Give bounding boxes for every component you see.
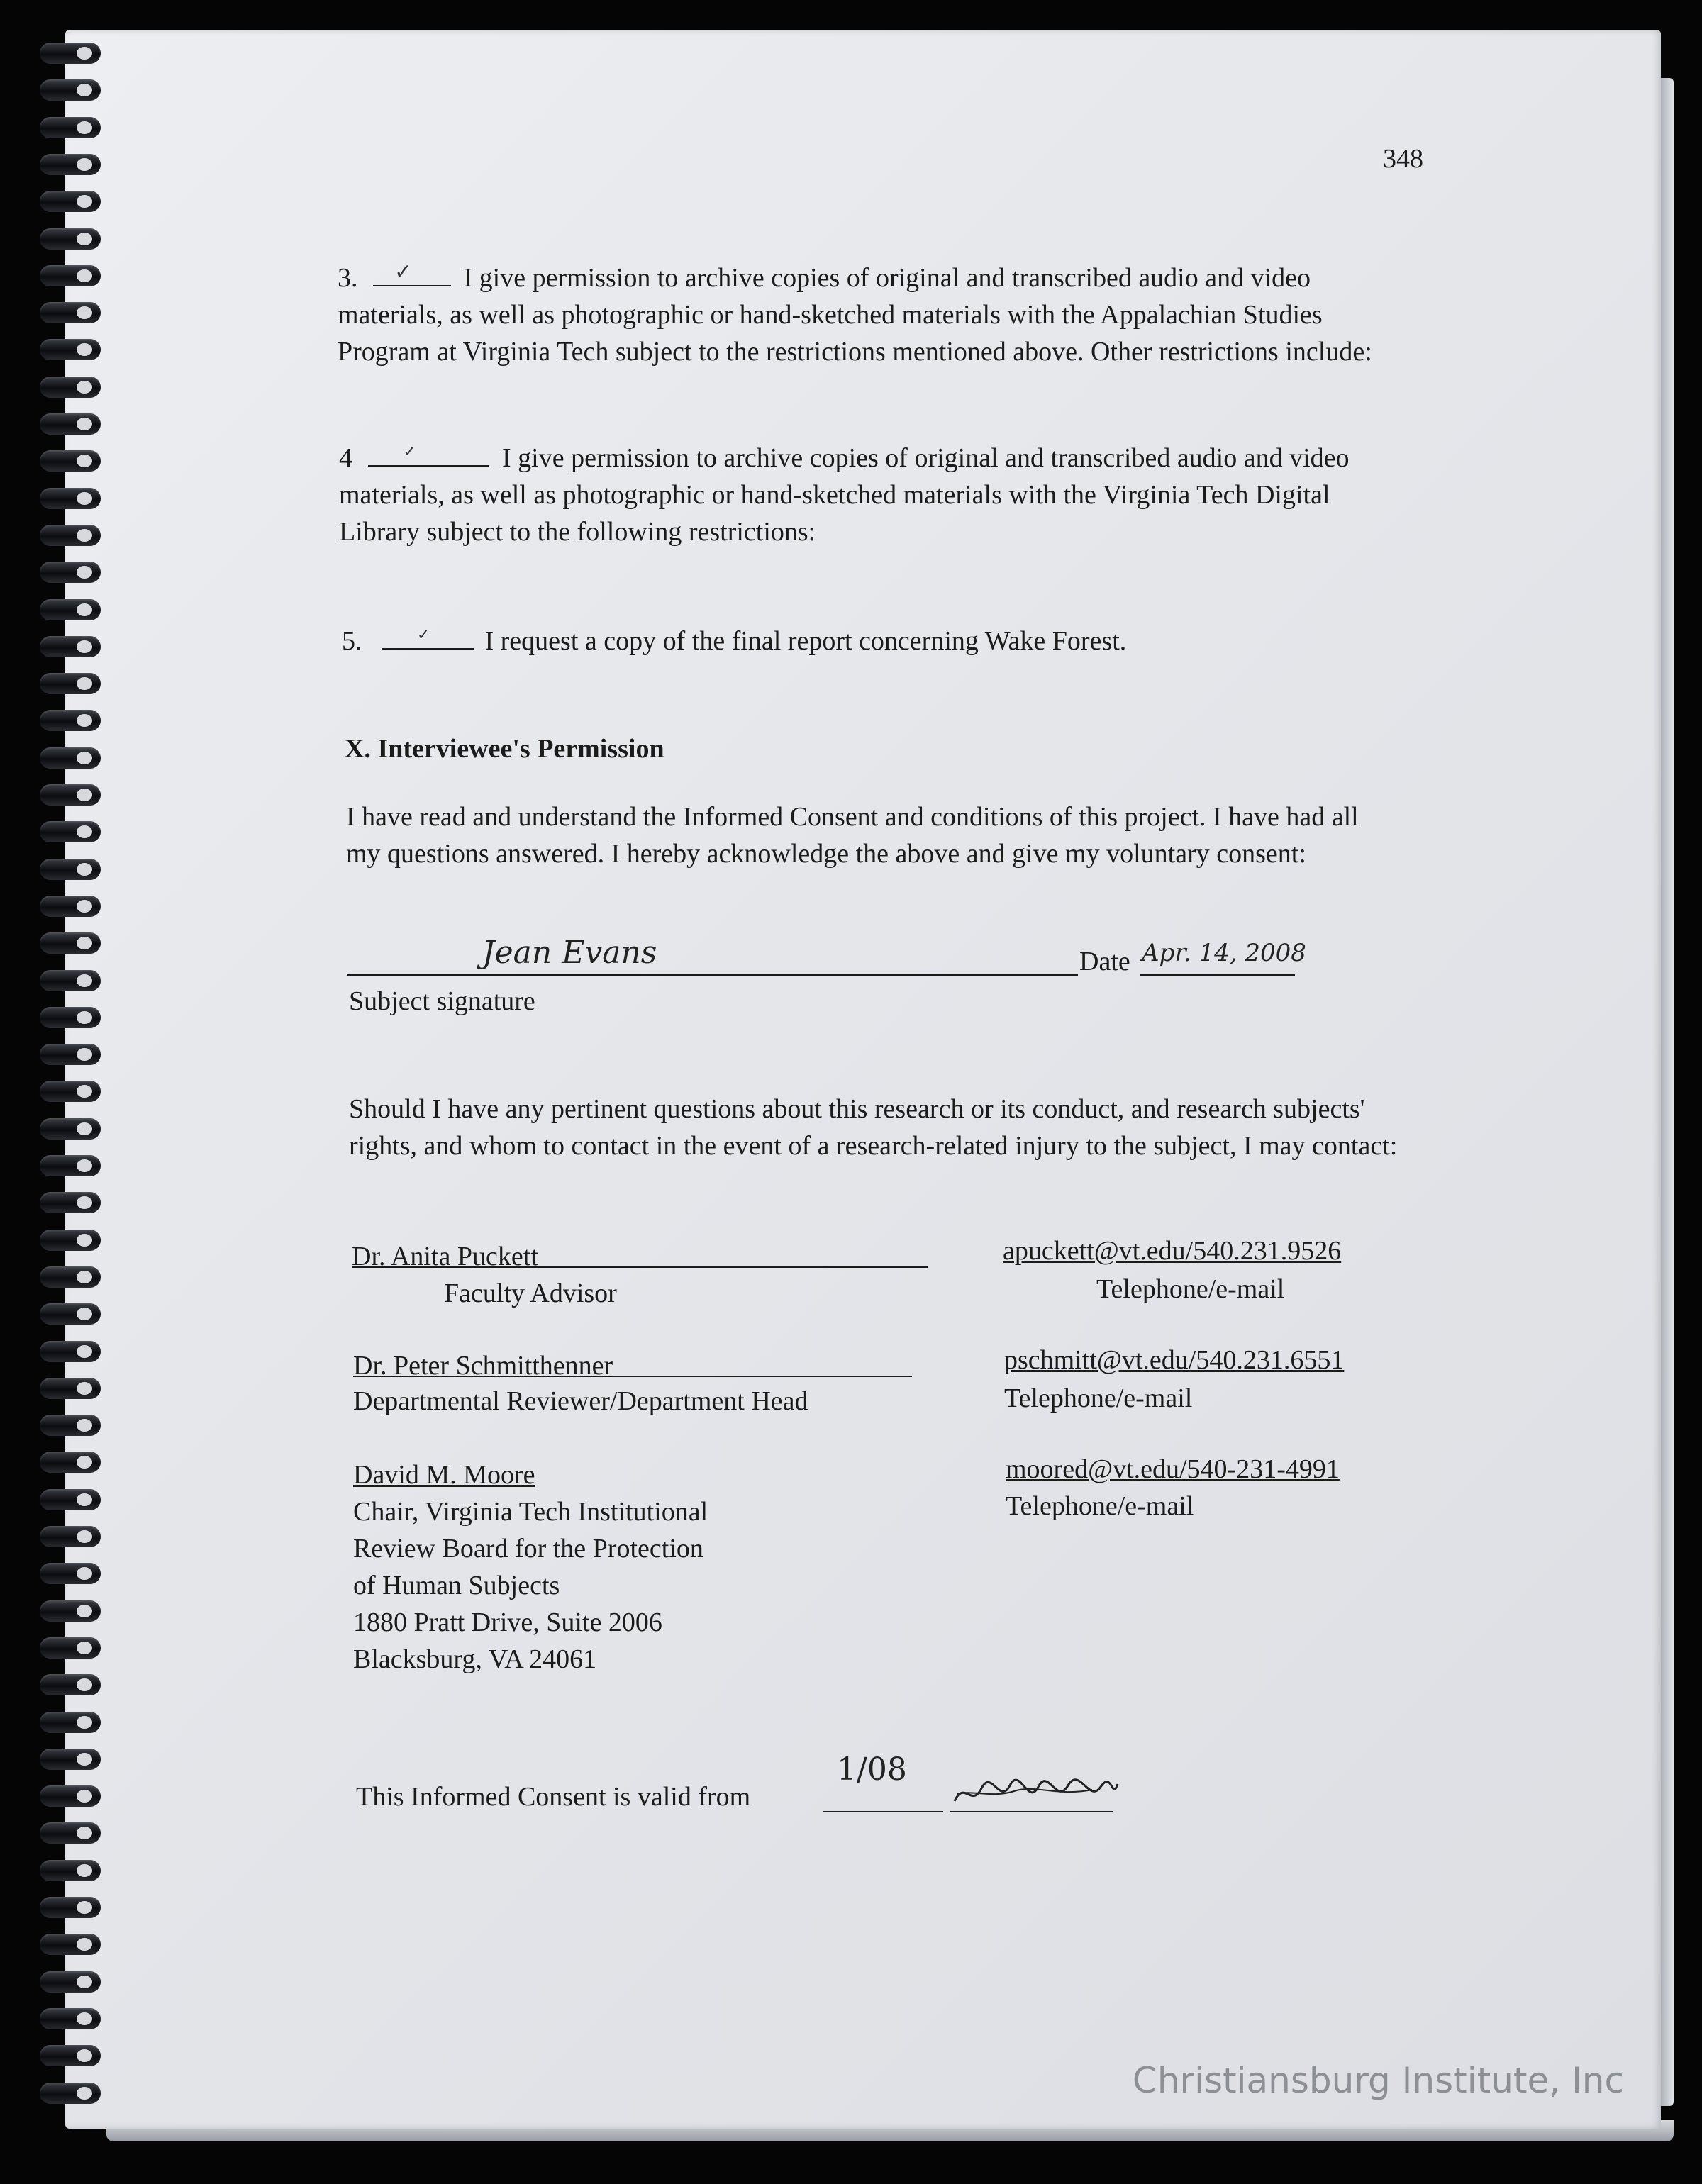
binding-ring — [40, 2083, 101, 2104]
binding-ring — [40, 1378, 101, 1399]
binding-ring — [40, 1044, 101, 1065]
signature-caption: Subject signature — [349, 986, 535, 1016]
contact-2-name: Dr. Peter Schmitthenner — [353, 1351, 613, 1381]
binding-ring — [40, 1303, 101, 1325]
validity-text: This Informed Consent is valid from — [356, 1782, 751, 1812]
contact-2-info: pschmitt@vt.edu/540.231.6551 — [1004, 1345, 1345, 1375]
date-line — [1140, 974, 1295, 976]
contact-1-role: Faculty Advisor — [444, 1278, 617, 1308]
section-body-line-1: I have read and understand the Informed Consent and conditions of this project. I have had all — [346, 802, 1359, 832]
date-handwriting: Apr. 14, 2008 — [1142, 939, 1306, 967]
binding-ring — [40, 339, 101, 360]
binding-ring — [40, 1081, 101, 1102]
binding-ring — [40, 1452, 101, 1473]
binding-ring — [40, 1822, 101, 1844]
validity-from-line — [823, 1811, 943, 1812]
item-5-checkmark: ✓ — [417, 626, 430, 644]
binding-ring — [40, 1526, 101, 1547]
binding-ring — [40, 1489, 101, 1510]
binding-ring — [40, 1155, 101, 1176]
item-3-number: 3. — [338, 263, 358, 293]
contact-2-role: Departmental Reviewer/Department Head — [353, 1386, 808, 1416]
item-3 — [338, 260, 1311, 296]
item-5-text: I request a copy of the final report concerning Wake Forest. — [484, 626, 1127, 656]
contact-1-info-label: Telephone/e-mail — [1096, 1274, 1285, 1304]
binding-ring — [40, 413, 101, 435]
signature-line — [347, 974, 1078, 976]
binding-ring — [40, 710, 101, 731]
contact-3-role-line-5: Blacksburg, VA 24061 — [353, 1644, 597, 1674]
binding-ring — [40, 265, 101, 286]
binding-ring — [40, 1785, 101, 1807]
binding-ring — [40, 1712, 101, 1733]
binding-ring — [40, 1118, 101, 1140]
binding-ring — [40, 1934, 101, 1955]
binding-ring — [40, 154, 101, 175]
binding-ring — [40, 599, 101, 620]
binding-ring — [40, 1749, 101, 1770]
contact-1-name-line — [352, 1266, 928, 1268]
contact-3-role-line-4: 1880 Pratt Drive, Suite 2006 — [353, 1608, 662, 1637]
contact-3-name: David M. Moore — [353, 1460, 535, 1490]
binding-ring — [40, 1860, 101, 1881]
item-4-line-3: Library subject to the following restrictions: — [339, 517, 816, 547]
item-3-blank — [373, 260, 451, 286]
binding-ring — [40, 1600, 101, 1622]
binding-ring — [40, 1266, 101, 1288]
section-heading: X. Interviewee's Permission — [345, 734, 664, 764]
item-4-line-1: I give permission to archive copies of original and transcribed audio and video — [502, 443, 1350, 473]
item-3-line-3: Program at Virginia Tech subject to the restrictions mentioned above. Other restrictions include: — [338, 337, 1372, 367]
page-number: 348 — [1383, 144, 1423, 174]
binding-ring — [40, 636, 101, 657]
signature-handwriting: Jean Evans — [482, 935, 657, 971]
binding-ring — [40, 1007, 101, 1028]
binding-ring — [40, 302, 101, 323]
section-body-line-2: my questions answered. I hereby acknowledge the above and give my voluntary consent: — [346, 839, 1306, 869]
binding-ring — [40, 450, 101, 472]
contact-2-name-line — [353, 1376, 912, 1377]
watermark: Christiansburg Institute, Inc — [1132, 2060, 1624, 2101]
contact-3-role-line-1: Chair, Virginia Tech Institutional — [353, 1497, 708, 1527]
contact-2-info-label: Telephone/e-mail — [1004, 1383, 1193, 1413]
binding-ring — [40, 1230, 101, 1251]
binding-ring — [40, 821, 101, 842]
item-5 — [342, 623, 1126, 659]
binding-ring — [40, 1674, 101, 1695]
binding-ring — [40, 784, 101, 806]
item-5-blank — [382, 627, 474, 650]
binding-ring — [40, 1971, 101, 1993]
binding-ring — [40, 43, 101, 64]
binding-ring — [40, 673, 101, 694]
validity-to-line — [950, 1811, 1113, 1812]
contact-3-role-line-2: Review Board for the Protection — [353, 1534, 703, 1564]
item-3-line-2: materials, as well as photographic or hand-sketched materials with the Appalachian Studies — [338, 300, 1323, 330]
item-5-number: 5. — [342, 626, 362, 656]
binding-ring — [40, 1192, 101, 1213]
binding-ring — [40, 377, 101, 398]
item-4 — [339, 440, 1350, 477]
binding-ring — [40, 117, 101, 138]
binding-ring — [40, 1341, 101, 1362]
binding-ring — [40, 525, 101, 546]
binding-ring — [40, 2008, 101, 2029]
binding-ring — [40, 488, 101, 509]
binding-ring — [40, 1563, 101, 1584]
binding-ring — [40, 2045, 101, 2066]
binding-ring — [40, 191, 101, 212]
item-3-line-1: I give permission to archive copies of original and transcribed audio and video — [463, 263, 1311, 293]
binding-ring — [40, 747, 101, 769]
binding-ring — [40, 932, 101, 954]
binding-ring — [40, 79, 101, 101]
date-label: Date — [1079, 947, 1130, 976]
binding-ring — [40, 228, 101, 250]
contact-3-info: moored@vt.edu/540-231-4991 — [1006, 1454, 1340, 1484]
contact-1-name: Dr. Anita Puckett — [352, 1242, 538, 1271]
item-4-checkmark: ✓ — [403, 443, 416, 461]
spiral-binding — [40, 43, 104, 2127]
item-4-number: 4 — [339, 443, 352, 473]
binding-ring — [40, 1637, 101, 1659]
item-4-blank — [368, 444, 489, 467]
binding-ring — [40, 1897, 101, 1918]
contact-1-info: apuckett@vt.edu/540.231.9526 — [1003, 1236, 1342, 1266]
contact-3-info-label: Telephone/e-mail — [1006, 1491, 1194, 1521]
item-3-checkmark: ✓ — [394, 260, 413, 284]
validity-from-handwriting: 1/08 — [837, 1751, 907, 1788]
binding-ring — [40, 896, 101, 917]
contact-intro-line-2: rights, and whom to contact in the event of a research-related injury to the subject, I may contact: — [349, 1131, 1398, 1161]
binding-ring — [40, 859, 101, 880]
item-4-line-2: materials, as well as photographic or hand-sketched materials with the Virginia Tech Digital — [339, 480, 1330, 510]
contact-intro-line-1: Should I have any pertinent questions about this research or its conduct, and research subjects' — [349, 1094, 1365, 1124]
binding-ring — [40, 1415, 101, 1436]
contact-3-role-line-3: of Human Subjects — [353, 1571, 560, 1600]
validity-to-scribble — [950, 1773, 1120, 1811]
binding-ring — [40, 970, 101, 991]
binding-ring — [40, 562, 101, 583]
